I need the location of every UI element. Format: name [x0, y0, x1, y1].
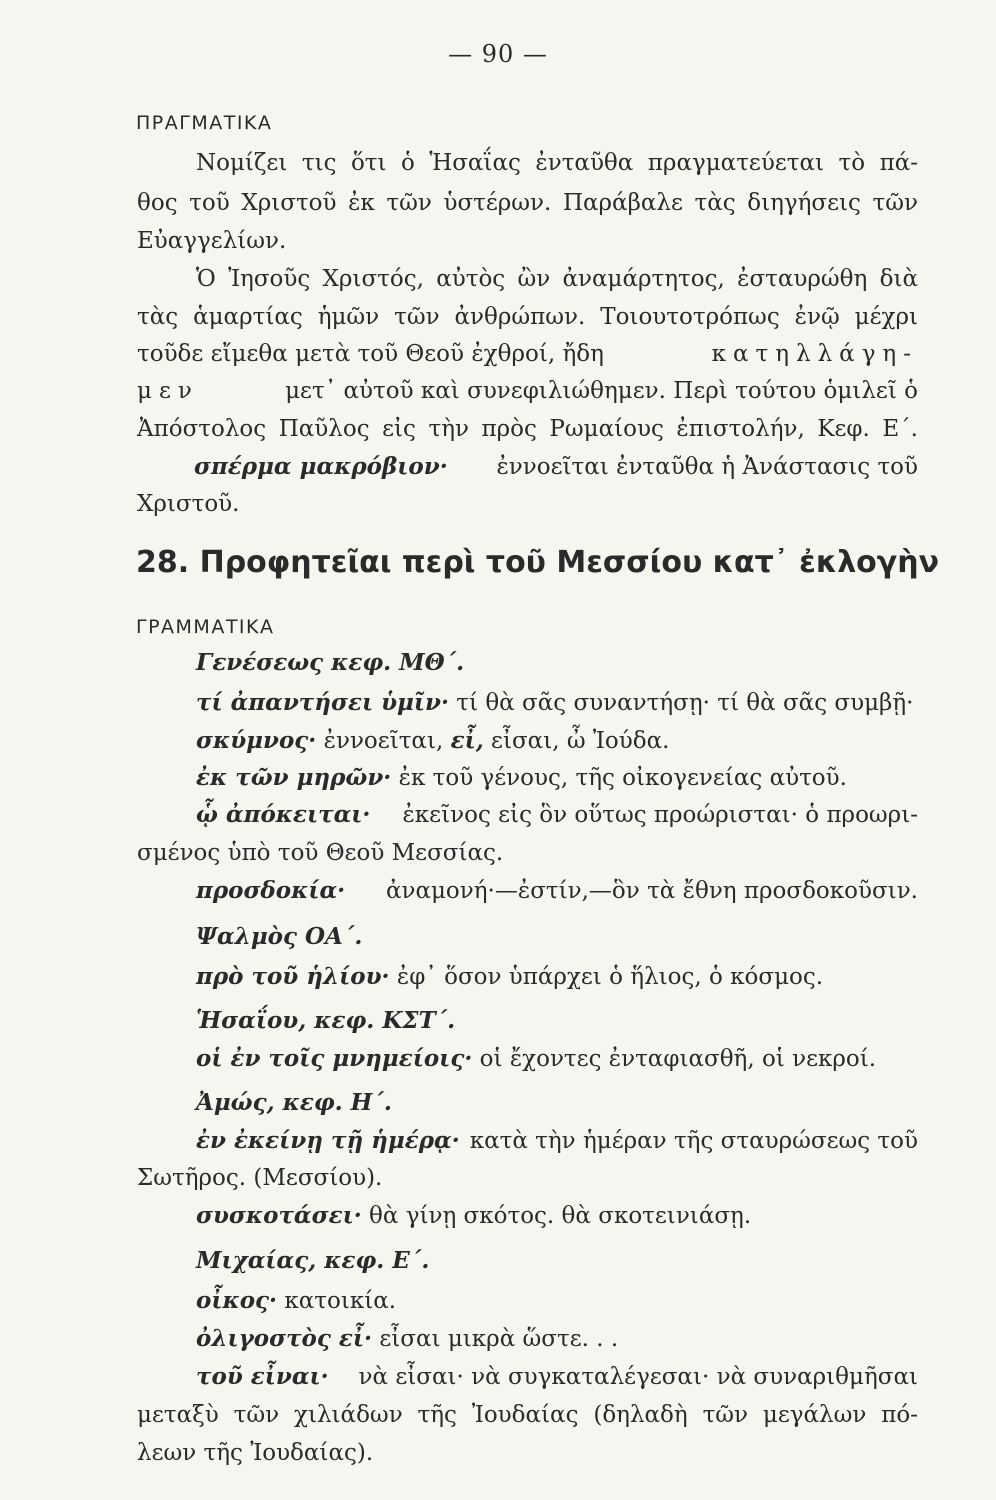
term-italic: οἶκος·: [196, 1287, 278, 1314]
term-italic: σπέρμα μακρόβιον·: [194, 453, 448, 480]
gloss-line: [196, 688, 913, 718]
gloss-text: τί θὰ σᾶς συναντήσῃ· τί θὰ σᾶς συμβῇ·: [456, 690, 914, 716]
term-italic: συσκοτάσει·: [196, 1202, 362, 1229]
paragraph-line: Νομίζει τις ὅτι ὁ Ἡσαΐας ἐνταῦθα πραγματεύεται τὸ πά-: [196, 150, 918, 176]
reference-heading: Μιχαίας, κεφ. Ε΄.: [196, 1247, 430, 1274]
term-italic: τί ἀπαντήσει ὑμῖν·: [196, 689, 449, 716]
gloss-line: [196, 876, 918, 906]
gloss-line: [196, 962, 823, 992]
gloss-text: θὰ γίνῃ σκότος. θὰ σκοτεινιάσῃ.: [369, 1203, 752, 1229]
gloss-line: [196, 800, 918, 830]
paragraph-line: Ὁ Ἰησοῦς Χριστός, αὐτὸς ὢν ἀναμάρτητος, ἐσταυρώθη διὰ: [196, 266, 918, 292]
term-italic: ἐκ τῶν μηρῶν·: [196, 764, 392, 791]
gloss-text: ἐκ τοῦ γένους, τῆς οἰκογενείας αὐτοῦ.: [398, 765, 847, 791]
gloss-line: σμένος ὑπὸ τοῦ Θεοῦ Μεσσίας.: [137, 840, 504, 866]
reference-heading: Ἀμώς, κεφ. Η΄.: [196, 1089, 392, 1116]
term-italic: ὀλιγοστὸς εἶ·: [196, 1325, 373, 1352]
reference-heading: Γενέσεως κεφ. ΜΘ΄.: [196, 649, 465, 676]
term-italic: σκύμνος·: [196, 727, 317, 754]
page-number: — 90 —: [448, 40, 548, 68]
paragraph-line: τὰς ἁμαρτίας ἡμῶν τῶν ἀνθρώπων. Τοιουτοτρόπως ἐνῷ μέχρι: [137, 304, 918, 330]
gloss-text: ἀναμονή·—ἐστίν,—ὃν τὰ ἔθνη προσδοκοῦσιν.: [385, 878, 918, 904]
gloss-text: εἶσαι, ὦ Ἰούδα.: [491, 728, 670, 754]
line-text: μετ᾿ αὐτοῦ καὶ συνεφιλιώθημεν. Περὶ τούτου ὁμιλεῖ ὁ: [285, 378, 918, 404]
gloss-line: Σωτῆρος. (Μεσσίου).: [137, 1165, 383, 1191]
gloss-line: [196, 1362, 918, 1392]
gloss-line: [196, 763, 847, 793]
section-heading-pragmatika: ΠΡΑΓΜΑΤΙΚΑ: [136, 112, 273, 134]
gloss-line: [196, 1126, 918, 1156]
gloss-text: κατοικία.: [284, 1288, 397, 1314]
line-text: τοῦδε εἴμεθα μετὰ τοῦ Θεοῦ ἐχθροί, ἤδη: [137, 341, 604, 367]
paragraph-line: Χριστοῦ.: [137, 491, 240, 517]
paragraph-line: [194, 452, 918, 482]
spaced-emphasis: κατηλλάγη-: [711, 341, 918, 367]
term-italic: τοῦ εἶναι·: [196, 1363, 329, 1390]
gloss-text: εἶσαι μικρὰ ὥστε. . .: [379, 1326, 619, 1352]
gloss-line: λεων τῆς Ἰουδαίας).: [137, 1440, 374, 1466]
section-title: 28. Προφητεῖαι περὶ τοῦ Μεσσίου κατ᾿ ἐκλογὴν: [136, 545, 940, 580]
gloss-line: [196, 1044, 876, 1074]
gloss-line: [196, 1201, 751, 1231]
term-italic: ᾧ ἀπόκειται·: [196, 801, 371, 828]
term-italic: ἐν ἐκείνῃ τῇ ἡμέρᾳ·: [196, 1127, 460, 1154]
gloss-text: οἱ ἔχοντες ἐνταφιασθῆ, οἱ νεκροί.: [479, 1046, 877, 1072]
term-italic: πρὸ τοῦ ἡλίου·: [196, 963, 390, 990]
spaced-emphasis: μεν: [137, 378, 199, 404]
gloss-line: [196, 1286, 396, 1316]
paragraph-line: θος τοῦ Χριστοῦ ἐκ τῶν ὑστέρων. Παράβαλε τὰς διηγήσεις τῶν: [137, 190, 918, 216]
gloss-text: ἐννοεῖται,: [323, 728, 444, 754]
line-text: ἐννοεῖται ἐνταῦθα ἡ Ἀνάστασις τοῦ: [496, 454, 918, 480]
reference-heading: Ψαλμὸς ΟΑ΄.: [196, 923, 363, 950]
term-italic: προσδοκία·: [196, 877, 346, 904]
reference-heading: Ἡσαΐου, κεφ. ΚΣΤ΄.: [196, 1007, 456, 1034]
paragraph-line: Εὐαγγελίων.: [137, 228, 287, 254]
gloss-line: μεταξὺ τῶν χιλιάδων τῆς Ἰουδαίας (δηλαδὴ τῶν μεγάλων πό-: [137, 1402, 918, 1428]
gloss-text: ἐφ᾿ ὅσον ὑπάρχει ὁ ἥλιος, ὁ κόσμος.: [396, 964, 824, 990]
paragraph-line: [137, 376, 918, 406]
gloss-text: ἐκεῖνος εἰς ὃν οὕτως προώρισται· ὁ προωρι-: [402, 802, 918, 828]
paragraph-line: Ἀπόστολος Παῦλος εἰς τὴν πρὸς Ρωμαίους ἐπιστολήν, Κεφ. Ε΄.: [137, 416, 918, 442]
section-heading-grammatika: ΓΡΑΜΜΑΤΙΚΑ: [136, 616, 275, 638]
gloss-line: [196, 726, 669, 756]
term-italic: οἱ ἐν τοῖς μνημείοις·: [196, 1045, 473, 1072]
term-italic: εἶ,: [450, 727, 484, 754]
gloss-text: κατὰ τὴν ἡμέραν τῆς σταυρώσεως τοῦ: [469, 1128, 918, 1154]
gloss-line: [196, 1324, 618, 1354]
gloss-text: νὰ εἶσαι· νὰ συγκαταλέγεσαι· νὰ συναριθμῆσαι: [358, 1364, 918, 1390]
paragraph-line: [137, 339, 918, 369]
